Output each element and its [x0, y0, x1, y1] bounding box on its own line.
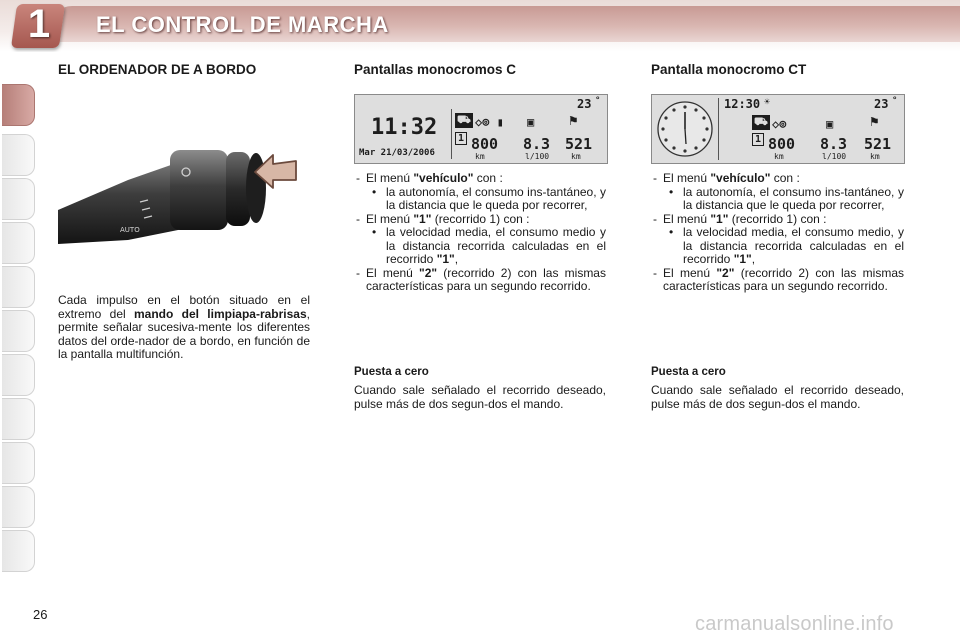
emphasis-text: "vehículo"	[710, 171, 771, 185]
menu-item	[354, 213, 606, 227]
unit-consumption: l/100	[822, 152, 847, 161]
menu-detail	[651, 226, 904, 267]
chapter-tab-4[interactable]	[2, 222, 35, 264]
emphasis-text: "1"	[710, 211, 729, 226]
display-date: Mar 21/03/2006	[359, 148, 435, 158]
svg-text:AUTO: AUTO	[120, 226, 140, 234]
list-text: (recorrido 2) con las mismas características para un segundo recorrido.	[366, 265, 606, 293]
list-text: El menú	[366, 265, 420, 280]
menu-description-list	[651, 172, 904, 294]
chapter-tab-6[interactable]	[2, 310, 35, 352]
value-consumption: 8.3	[523, 135, 551, 153]
trip-indicator: 1	[455, 132, 467, 145]
emphasis-text: "2"	[419, 265, 438, 280]
chapter-tab-11[interactable]	[2, 530, 35, 572]
list-text: El menú	[366, 171, 414, 185]
emphasis-text: "1"	[733, 252, 752, 266]
list-text: El menú	[663, 171, 711, 185]
finish-flag-icon: ⚑	[870, 114, 879, 130]
menu-detail	[354, 226, 606, 267]
light-icon: ☀	[764, 97, 771, 108]
car-icon: ◇⊚	[772, 117, 787, 131]
chapter-tab-3[interactable]	[2, 178, 35, 220]
menu-detail	[354, 186, 606, 213]
intro-bold: mando del limpiapa-rabrisas	[133, 306, 307, 321]
finish-flag-icon: ⚑	[569, 113, 578, 129]
list-text: El menú	[366, 211, 414, 226]
list-text: (recorrido 1) con :	[431, 211, 530, 226]
list-text: la autonomía, el consumo ins-tantáneo, y la distancia que le queda por recorrer,	[386, 184, 606, 212]
section-heading: EL ORDENADOR DE A BORDO	[58, 62, 257, 77]
list-text: El menú	[663, 265, 717, 280]
trip-indicator: 1	[752, 133, 764, 146]
chapter-tabs	[0, 62, 40, 582]
list-text: (recorrido 2) con las mismas características para un segundo recorrido.	[663, 265, 904, 293]
display-divider	[451, 109, 452, 159]
list-text: con :	[770, 171, 800, 185]
value-range: 800	[471, 135, 499, 153]
emphasis-text: "vehículo"	[413, 171, 474, 185]
menu-item	[354, 267, 606, 294]
value-distance: 521	[565, 135, 593, 153]
list-text: El menú	[663, 211, 711, 226]
section-heading: Pantallas monocromos C	[354, 62, 517, 77]
reset-heading: Puesta a cero	[651, 366, 726, 378]
chapter-tab-7[interactable]	[2, 354, 35, 396]
intro-text: Cada impulso en el botón situado en el extremo del	[58, 293, 310, 321]
chapter-tab-8[interactable]	[2, 398, 35, 440]
list-text: con :	[473, 171, 503, 185]
pump-icon: ▣	[826, 117, 834, 131]
menu-detail	[651, 186, 904, 213]
analog-clock-icon	[655, 99, 715, 159]
chapter-tab-5[interactable]	[2, 266, 35, 308]
section-heading: Pantalla monocromo CT	[651, 62, 807, 77]
column-monochrome-c	[354, 62, 606, 411]
chapter-tab-1[interactable]	[2, 84, 35, 126]
reset-paragraph: Cuando sale señalado el recorrido deseado, pulse más de dos segun-dos el mando.	[354, 383, 606, 411]
car-fuel-icon: ◇⊚ ▮	[475, 115, 504, 129]
menu-item	[651, 213, 904, 227]
list-text: la velocidad media, el consumo medio, y la distancia recorrida calculadas en el recorrido	[683, 225, 904, 266]
intro-paragraph	[58, 294, 310, 362]
pointing-arrow-icon	[252, 150, 300, 190]
list-text: la autonomía, el consumo ins-tantáneo, y la distancia que le queda por recorrer,	[683, 184, 904, 212]
menu-description-list	[354, 172, 606, 294]
pump-icon: ▣	[527, 115, 535, 129]
temp-unit-glyph: °	[595, 96, 601, 106]
chapter-header	[0, 0, 960, 52]
display-divider	[718, 98, 719, 160]
reset-paragraph: Cuando sale señalado el recorrido deseado, pulse más de dos segun-dos el mando.	[651, 383, 904, 411]
unit-distance: km	[571, 152, 581, 161]
emphasis-text: "1"	[436, 252, 455, 266]
chapter-number: 1	[27, 2, 51, 46]
monochrome-c-display	[354, 94, 608, 164]
intro-text-end: , permite señalar sucesiva-mente los diferentes datos del orde-nador de a bordo, en función de la pantalla multifunción.	[58, 306, 310, 361]
page-title: EL CONTROL DE MARCHA	[96, 12, 389, 37]
list-text: ,	[751, 252, 756, 266]
column-monochrome-ct	[651, 62, 904, 411]
chapter-tab-2[interactable]	[2, 134, 35, 176]
display-temperature: 23	[874, 97, 889, 111]
list-text: (recorrido 1) con :	[728, 211, 827, 226]
value-distance: 521	[864, 135, 892, 153]
display-temperature: 23	[577, 97, 592, 111]
value-consumption: 8.3	[820, 135, 848, 153]
menu-item	[354, 172, 606, 186]
emphasis-text: "2"	[716, 265, 735, 280]
menu-vehicle-icon: ⛟	[457, 113, 471, 126]
display-time: 12:30	[724, 97, 761, 111]
temp-unit-glyph: °	[892, 96, 898, 106]
unit-range: km	[475, 152, 485, 161]
chapter-tab-9[interactable]	[2, 442, 35, 484]
monochrome-ct-display	[651, 94, 905, 164]
display-time: 11:32	[371, 115, 438, 140]
menu-item	[651, 267, 904, 294]
menu-item	[651, 172, 904, 186]
emphasis-text: "1"	[413, 211, 432, 226]
list-text: la velocidad media, el consumo medio y la distancia recorrida calculadas en el recorrido	[386, 225, 606, 266]
column-trip-computer	[58, 62, 310, 361]
unit-range: km	[774, 152, 784, 161]
reset-heading: Puesta a cero	[354, 366, 429, 378]
footer-watermark: carmanualsonline.info	[695, 613, 894, 635]
menu-vehicle-icon: ⛟	[754, 115, 768, 128]
value-range: 800	[768, 135, 796, 153]
list-text: ,	[454, 252, 459, 266]
chapter-tab-10[interactable]	[2, 486, 35, 528]
page-number: 26	[33, 607, 48, 622]
unit-distance: km	[870, 152, 880, 161]
unit-consumption: l/100	[525, 152, 550, 161]
